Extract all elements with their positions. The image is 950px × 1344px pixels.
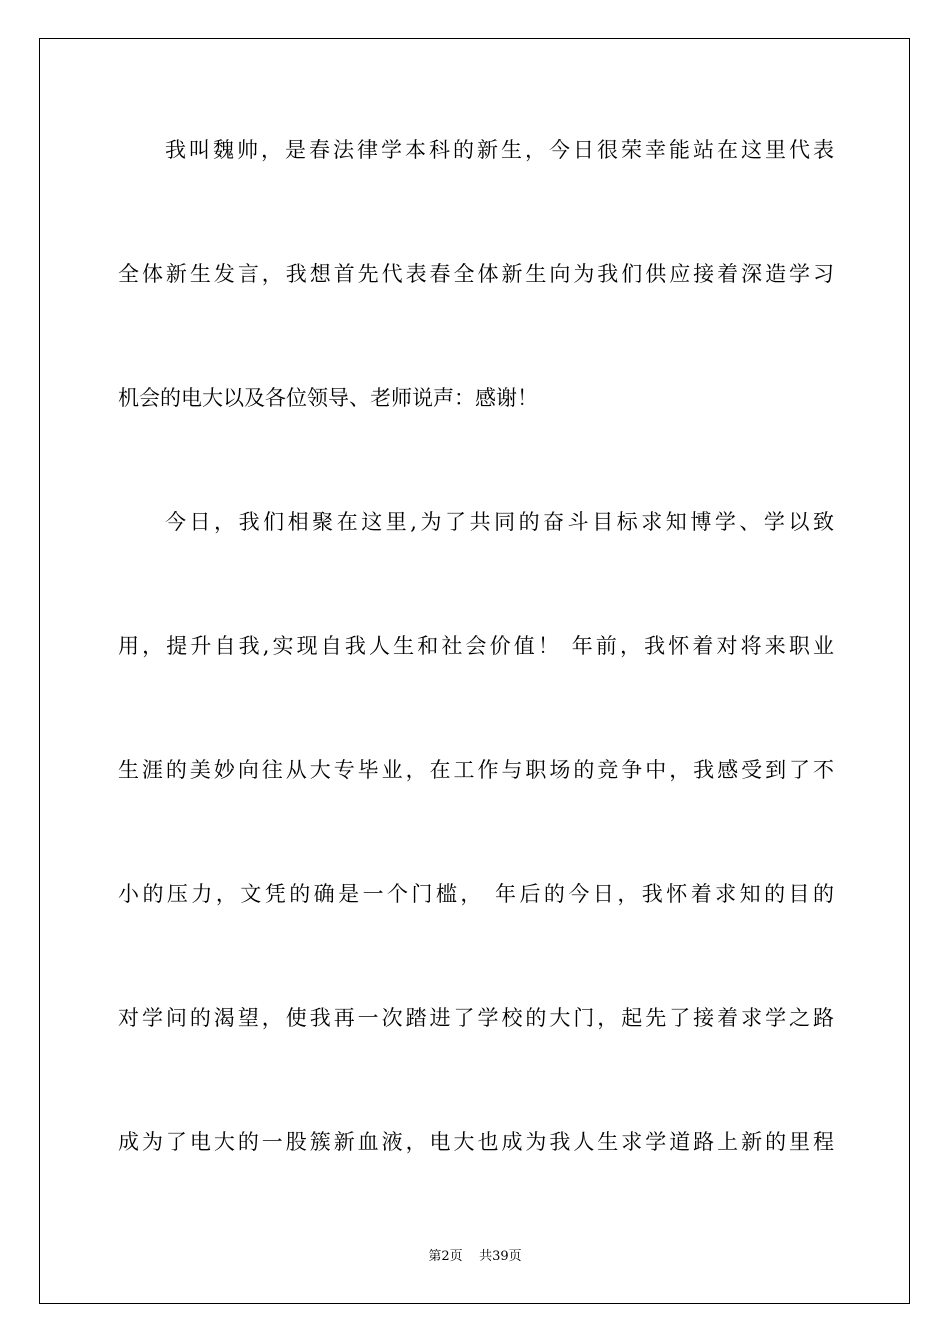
- page-border: [39, 38, 910, 1304]
- paragraph-line: 机会的电大以及各位领导、老师说声：感谢！: [118, 386, 538, 410]
- paragraph-line: 小的压力，文凭的确是一个门槛， 年后的今日，我怀着求知的目的: [118, 882, 834, 906]
- paragraph-line: 对学问的渴望，使我再一次踏进了学校的大门，起先了接着求学之路: [118, 1006, 834, 1030]
- page-number: 第2页: [428, 1249, 463, 1264]
- page-footer: [0, 1248, 950, 1266]
- page-total: 共39页: [479, 1249, 522, 1264]
- paragraph-line: 用，提升自我,实现自我人生和社会价值！ 年前，我怀着对将来职业: [118, 634, 834, 658]
- paragraph-line: 我叫魏帅，是春法律学本科的新生，今日很荣幸能站在这里代表: [165, 138, 834, 162]
- paragraph-line: 成为了电大的一股簇新血液，电大也成为我人生求学道路上新的里程: [118, 1130, 834, 1154]
- paragraph-line: 全体新生发言，我想首先代表春全体新生向为我们供应接着深造学习: [118, 262, 834, 286]
- paragraph-line: 生涯的美妙向往从大专毕业，在工作与职场的竞争中，我感受到了不: [118, 758, 834, 782]
- paragraph-line: 今日，我们相聚在这里,为了共同的奋斗目标求知博学、学以致: [165, 510, 834, 534]
